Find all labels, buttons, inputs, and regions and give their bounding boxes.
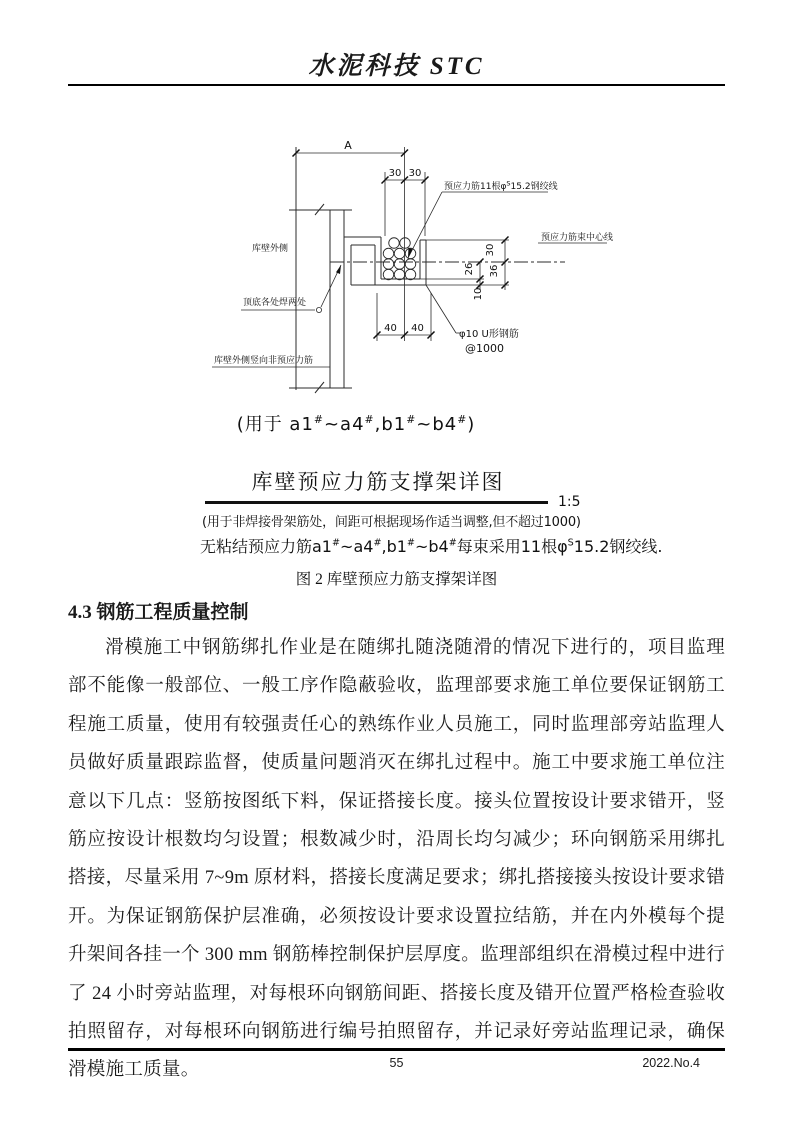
dimension-vertical xyxy=(381,237,509,301)
strand-bundle xyxy=(383,238,416,280)
section-heading: 4.3 钢筋工程质量控制 xyxy=(68,602,249,623)
figure-title-rule xyxy=(205,501,548,504)
dimension-30-30 xyxy=(382,168,429,236)
wall-outside-label: 库壁外侧 xyxy=(252,244,289,254)
strand-circle xyxy=(394,269,405,280)
svg-text:@1000: @1000 xyxy=(465,342,504,355)
dimension-40-40 xyxy=(374,293,435,341)
svg-text:30: 30 xyxy=(388,168,402,179)
vertical-rebar-label xyxy=(212,354,330,367)
strand-circle xyxy=(394,259,405,270)
svg-text:30: 30 xyxy=(485,243,496,257)
footer xyxy=(68,1056,725,1076)
page-number: 55 xyxy=(389,1056,404,1070)
svg-text:40: 40 xyxy=(411,323,424,334)
centerline-label xyxy=(538,231,613,262)
strand-circle xyxy=(383,269,394,280)
body-paragraph: 滑模施工中钢筋绑扎作业是在随绑扎随浇随滑的情况下进行的，项目监理部不能像一般部位、一般工序作隐蔽验收，监理部要求施工单位要保证钢筋工程施工质量，使用有较强责任心的熟练作业人员施工，同时监理部旁站监理人员做好质量跟踪监督，使质量问题消灭在绑扎过程中。施工中要求施工单位注意以下几点：竖筋按图纸下料，保证搭接长度。接头位置按设计要求错开，竖筋应按设计根数均匀设置；根数减少时，沿周长均匀减少；环向钢筋采用绑扎搭接，尽量采用 7~9m 原材料，搭接长度满足要求；绑扎搭接接头按设计要求错开。为保证钢筋保护层准确，必须按设计要求设置拉结筋，并在内外模每个提升架间各挂一个 300 mm 钢筋棒控制保护层厚度。监理部组织在滑模过程中进行了 24 小时旁站监理，对每根环向钢筋间距、搭接长度及错开位置严格检查验收拍照留存，对每根环向钢筋进行编号拍照留存，并记录好旁站监理记录，确保滑模施工质量。 xyxy=(68,638,725,1081)
strand-circle xyxy=(383,259,394,270)
technical-drawing xyxy=(205,140,715,395)
strand-count-label xyxy=(408,180,558,259)
svg-text:30: 30 xyxy=(408,168,422,179)
svg-text:φ10 U形钢筋: φ10 U形钢筋 xyxy=(459,329,519,340)
svg-text:26: 26 xyxy=(464,262,475,276)
svg-text:40: 40 xyxy=(384,323,397,334)
weld-label xyxy=(241,265,341,313)
header-rule xyxy=(68,84,725,86)
strand-circle xyxy=(405,259,416,270)
figure-note-1: (用于非焊接骨架筋处，间距可根据现场作适当调整,但不超过1000) xyxy=(202,515,581,530)
strand-circle xyxy=(394,248,405,259)
svg-text:10: 10 xyxy=(473,287,484,301)
svg-text:库壁外侧竖向非预应力筋: 库壁外侧竖向非预应力筋 xyxy=(214,356,314,366)
figure-scale: 1:5 xyxy=(558,494,581,510)
strand-circle xyxy=(405,269,416,280)
figure-title: 库壁预应力筋支撑架详图 xyxy=(251,470,505,494)
svg-text:预应力筋11根φS15.2钢绞线: 预应力筋11根$\varphi^S15.2$钢绞线 xyxy=(444,179,558,192)
svg-text:36: 36 xyxy=(489,264,500,278)
strand-circle xyxy=(400,238,411,249)
svg-text:顶底各处焊两处: 顶底各处焊两处 xyxy=(243,298,307,308)
strand-circle xyxy=(389,238,400,249)
svg-text:预应力筋束中心线: 预应力筋束中心线 xyxy=(541,233,614,243)
journal-title: 水泥科技 STC xyxy=(308,53,485,80)
figure-note-2: 无粘结预应力筋a1#~a4#,b1#~b4#每束采用11根$\varphi^S15.2$钢绞线. xyxy=(200,537,663,556)
figure-caption: 图 2 库壁预应力筋支撑架详图 xyxy=(295,571,498,588)
figure-applies-to: (用于 a1#~a4#,b1#~b4#) xyxy=(236,413,476,435)
strand-circle xyxy=(383,248,394,259)
issue-label: 2022.No.4 xyxy=(642,1056,700,1070)
dim-a-label: A xyxy=(344,140,352,152)
footer-rule xyxy=(68,1048,725,1051)
